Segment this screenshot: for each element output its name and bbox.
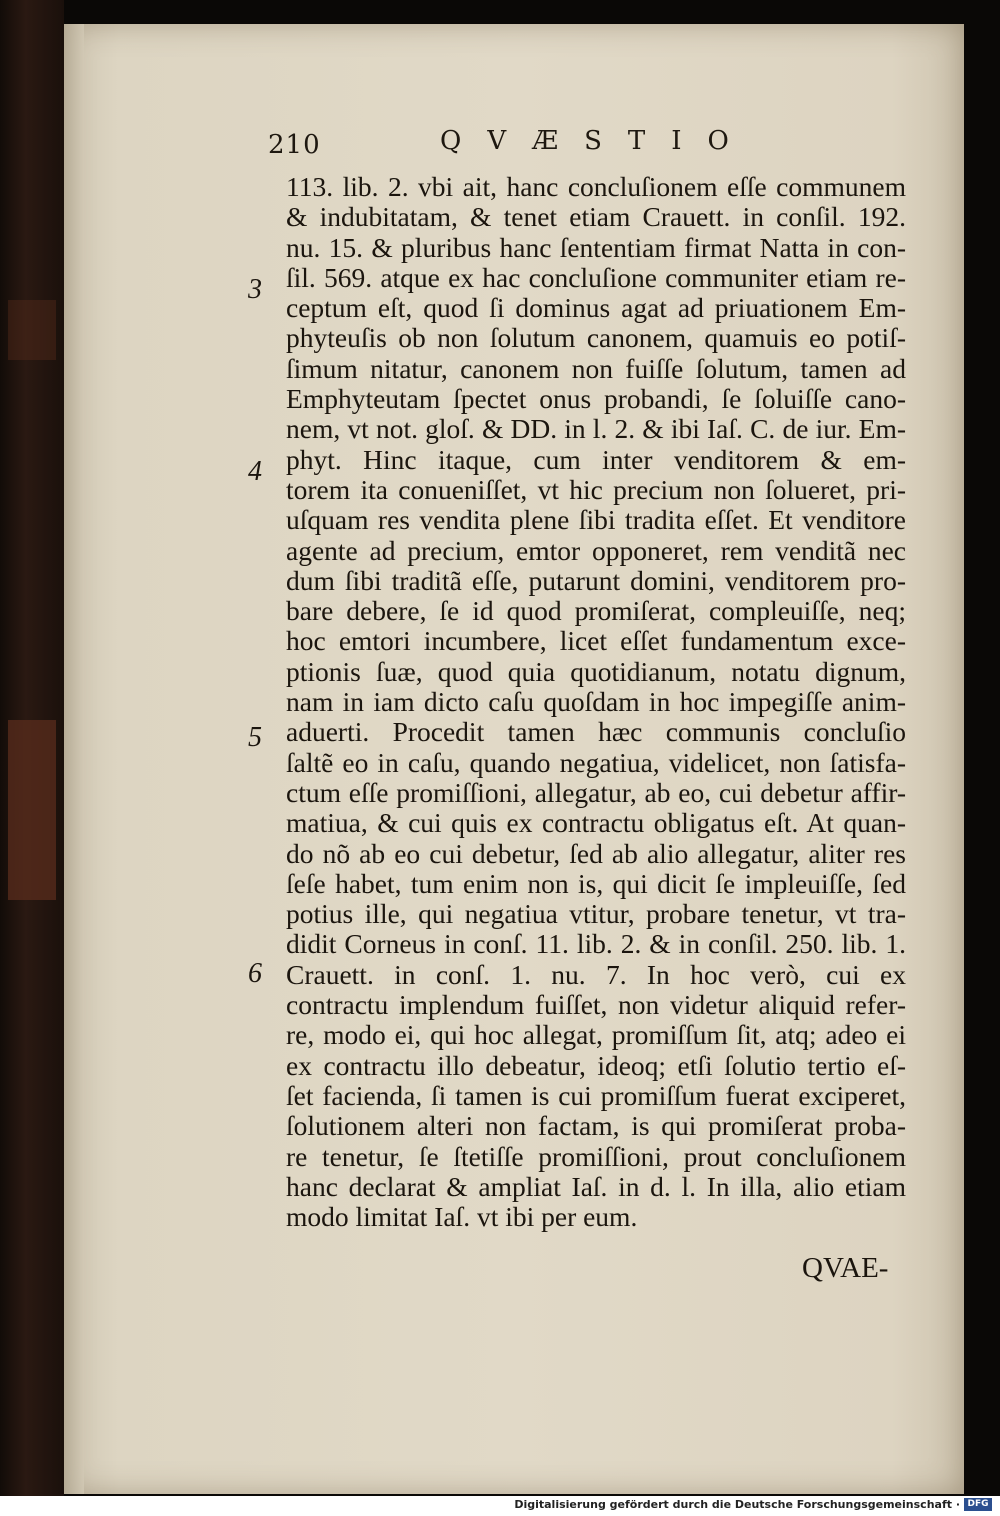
text-line: nu. 15. & pluribus hanc ſententiam firmat Natta in con- (286, 231, 906, 263)
page-number: 210 (268, 130, 321, 160)
running-head: QVÆSTIO (440, 126, 755, 156)
text-line: bare debere, ſe id quod promiſerat, compleuiſſe, neq; (286, 595, 906, 627)
text-line: phyt. Hinc itaque, cum inter venditorem & em- (286, 443, 906, 475)
text-line: modo limitat Iaſ. vt ibi per eum. (286, 1201, 638, 1233)
text-line: 113. lib. 2. vbi ait, hanc concluſionem eſſe communem (286, 171, 906, 202)
text-line: Crauett. in conſ. 1. nu. 7. In hoc verò, cui ex (286, 958, 906, 990)
text-line: ſimum nitatur, canonem non fuiſſe ſolutum, tamen ad (286, 352, 906, 384)
text-line: ſet facienda, ſi tamen is cui promiſſum fuerat exciperet, (286, 1079, 906, 1111)
text-line: dum ſibi traditã eſſe, putarunt domini, venditorem pro- (286, 564, 906, 596)
text-line: ſeſe habet, tum enim non is, qui dicit ſe impleuiſſe, ſed (286, 867, 906, 899)
text-line: nem, vt not. gloſ. & DD. in l. 2. & ibi Iaſ. C. de iur. Em- (286, 413, 906, 445)
text-line: nam in iam dicto caſu quoſdam in hoc impegiſſe anim- (286, 686, 906, 718)
margin-number: 6 (248, 958, 262, 989)
text-line: matiua, & cui quis ex contractu obligatus eſt. At quan- (286, 807, 906, 839)
text-line: ctum eſſe promiſſioni, allegatur, ab eo, cui debetur affir- (286, 776, 906, 808)
text-line: ptionis ſuæ, quod quia quotidianum, notatu dignum, (286, 655, 906, 687)
text-line: ceptum eſt, quod ſi dominus agat ad priuationem Em- (286, 292, 906, 324)
text-line: hanc declarat & ampliat Iaſ. in d. l. In illa, alio etiam (286, 1170, 906, 1202)
text-line: aduerti. Procedit tamen hæc communis concluſio (286, 716, 906, 748)
text-line: Emphyteutam ſpectet onus probandi, ſe ſoluiſſe cano- (286, 383, 906, 415)
catchword: QVAE- (802, 1252, 889, 1284)
text-line: re, modo ei, qui hoc allegat, promiſſum ſit, atq; adeo ei (286, 1019, 906, 1051)
text-line: & indubitatam, & tenet etiam Crauett. in conſil. 192. (286, 201, 906, 233)
text-line: do nõ ab eo cui debetur, ſed ab alio allegatur, aliter res (286, 837, 906, 869)
text-line: contractu implendum fuiſſet, non videtur aliquid refer- (286, 989, 906, 1021)
text-line: ſil. 569. atque ex hac concluſione communiter etiam re- (286, 261, 906, 293)
body-text (286, 172, 906, 1232)
margin-number: 3 (248, 274, 262, 305)
scan-background-left (0, 0, 64, 1516)
text-line: agente ad precium, emtor opponeret, rem venditã nec (286, 534, 906, 566)
text-line: didit Corneus in conſ. 11. lib. 2. & in conſil. 250. lib. 1. (286, 928, 906, 960)
text-line: hoc emtori incumbere, licet eſſet fundamentum exce- (286, 625, 906, 657)
book-cover-edge (8, 720, 56, 900)
book-cover-edge (8, 300, 56, 360)
text-line: re tenetur, ſe ſtetiſſe promiſſioni, prout concluſionem (286, 1140, 906, 1172)
dfg-logo: DFG (964, 1498, 992, 1511)
page-header (268, 126, 908, 170)
margin-number: 5 (248, 722, 262, 753)
margin-number: 4 (248, 456, 262, 487)
text-line: ſaltẽ eo in caſu, quando negatiua, videlicet, non ſatisfa- (286, 746, 906, 778)
text-line: torem ita conueniſſet, vt hic precium non ſolueret, pri- (286, 473, 906, 505)
text-line: potius ille, qui negatiua vtitur, probare tenetur, vt tra- (286, 898, 906, 930)
page-gutter (64, 24, 84, 1494)
text-line: ſolutionem alteri non factam, is qui promiſerat proba- (286, 1110, 906, 1142)
funding-credit: Digitalisierung gefördert durch die Deutsche Forschungsgemeinschaft · (514, 1498, 960, 1511)
text-line: phyteuſis ob non ſolutum canonem, quamuis eo potiſ- (286, 322, 906, 354)
footer-bar (0, 1496, 1000, 1516)
text-line: uſquam res vendita plene ſibi tradita eſſet. Et venditore (286, 504, 906, 536)
text-line: ex contractu illo debeatur, ideoq; etſi ſolutio tertio eſ- (286, 1049, 906, 1081)
